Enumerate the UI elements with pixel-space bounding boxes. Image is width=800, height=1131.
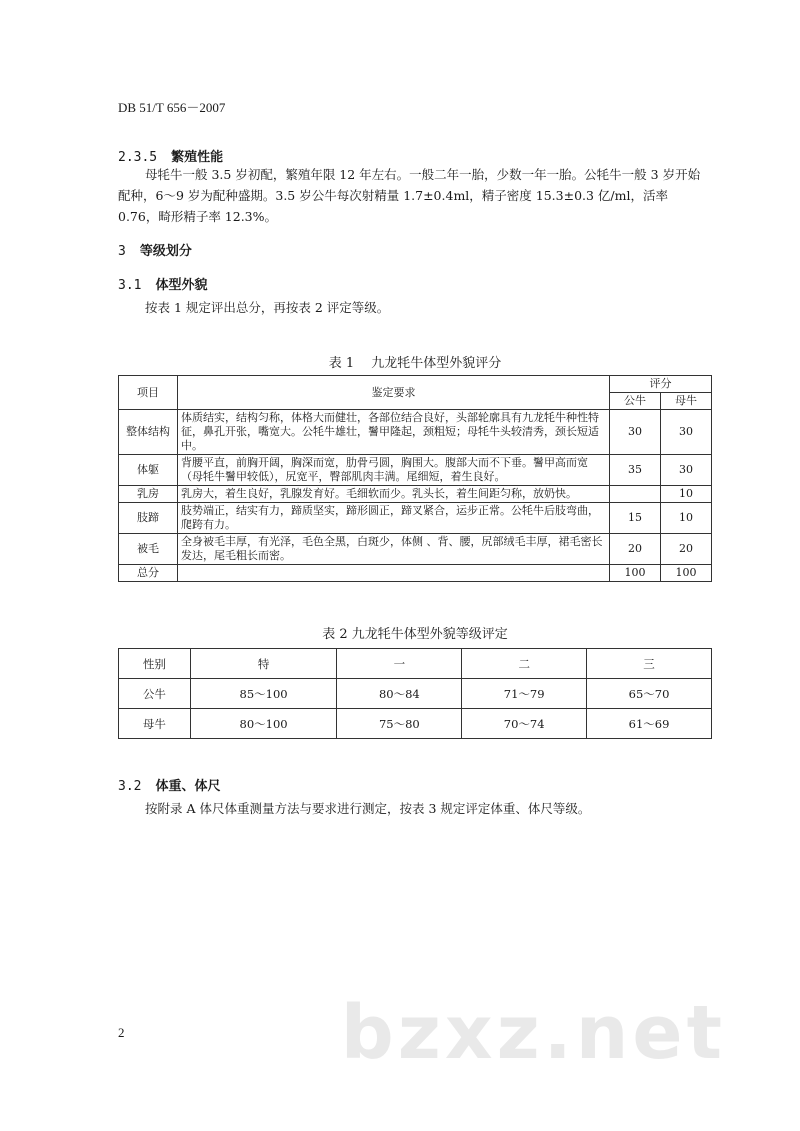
table-cell: 70～74: [462, 709, 587, 739]
section-title: 体型外貌: [155, 278, 208, 293]
row-female-score: 30: [661, 410, 712, 455]
standard-number: DB 51/T 656－2007: [118, 100, 226, 115]
row-female-score: 10: [661, 503, 712, 534]
table-row: [119, 455, 712, 486]
row-requirement: 背腰平直，前胸开阔，胸深而宽，肋骨弓圆，胸围大。腹部大而不下垂。鬐甲高而宽（母牦牛鬐甲较低），尻宽平，臀部肌肉丰满。尾细短，着生良好。: [178, 455, 610, 486]
row-item: 乳房: [119, 486, 178, 503]
table-cell: 80～100: [190, 709, 337, 739]
row-male-score: 30: [610, 410, 661, 455]
row-male-score: 20: [610, 534, 661, 565]
header-female: 母牛: [661, 393, 712, 410]
row-item: 肢蹄: [119, 503, 178, 534]
table-row: [119, 410, 712, 455]
section-number: 3.1: [118, 278, 142, 293]
header-cell: 三: [587, 649, 712, 679]
table-cell: 75～80: [337, 709, 462, 739]
table-row: [119, 503, 712, 534]
table-cell: 母牛: [119, 709, 191, 739]
section-2-3-5-heading: [118, 146, 223, 165]
table-row: [119, 486, 712, 503]
row-item: 整体结构: [119, 410, 178, 455]
row-requirement: 乳房大，着生良好，乳腺发育好。毛细软而少。乳头长，着生间距匀称，放奶快。: [178, 486, 610, 503]
section-title: 繁殖性能: [171, 150, 224, 165]
row-male-score: 100: [610, 565, 661, 582]
table-cell: 61～69: [587, 709, 712, 739]
table-cell: 71～79: [462, 679, 587, 709]
row-female-score: 30: [661, 455, 712, 486]
table-cell: 80～84: [337, 679, 462, 709]
row-female-score: 100: [661, 565, 712, 582]
row-item: 被毛: [119, 534, 178, 565]
section-3-2-paragraph: 按附录 A 体尺体重测量方法与要求进行测定，按表 3 规定评定体重、体尺等级。: [145, 801, 591, 816]
header-cell: 一: [337, 649, 462, 679]
table-row-total: [119, 565, 712, 582]
table-1-caption: 表 1 九龙牦牛体型外貌评分: [328, 356, 502, 371]
row-male-score: 15: [610, 503, 661, 534]
section-2-3-5-paragraph: 母牦牛一般 3.5 岁初配，繁殖年限 12 年左右。一般二年一胎，少数一年一胎。公牦牛一般 3 岁开始配种，6～9 岁为配种盛期。3.5 岁公牛每次射精量 1.7±0.4ml，精子密度 15.3±0.3 亿/ml，活率 0.76，畸形精子率 12.3%。: [118, 167, 701, 224]
watermark: bzxz.net: [340, 990, 726, 1076]
row-female-score: 10: [661, 486, 712, 503]
table-cell: 85～100: [190, 679, 337, 709]
section-title: 等级划分: [139, 244, 192, 259]
section-3-1-heading: [118, 274, 208, 293]
header-male: 公牛: [610, 393, 661, 410]
table-2-grade-evaluation: [118, 648, 712, 739]
row-item: 体躯: [119, 455, 178, 486]
row-requirement: [178, 565, 610, 582]
section-number: 3.2: [118, 779, 142, 794]
header-requirement: 鉴定要求: [178, 376, 610, 410]
row-requirement: 体质结实，结构匀称，体格大而健壮，各部位结合良好，头部轮廓具有九龙牦牛种性特征，鼻孔开张，嘴宽大。公牦牛雄壮，鬐甲隆起，颈粗短；母牦牛头较清秀，颈长短适中。: [178, 410, 610, 455]
table-row: [119, 679, 712, 709]
section-number: 3: [118, 244, 126, 259]
row-male-score: [610, 486, 661, 503]
table-header-row: [119, 649, 712, 679]
row-requirement: 全身被毛丰厚，有光泽，毛色全黑，白斑少，体侧 、背、腰，尻部绒毛丰厚，裙毛密长发达，尾毛粗长而密。: [178, 534, 610, 565]
section-number: 2.3.5: [118, 150, 158, 165]
table-row: [119, 709, 712, 739]
section-3-2-heading: [118, 775, 221, 794]
section-3-heading: [118, 240, 192, 259]
table-cell: 公牛: [119, 679, 191, 709]
section-title: 体重、体尺: [155, 779, 221, 794]
row-female-score: 20: [661, 534, 712, 565]
header-item: 项目: [119, 376, 178, 410]
section-3-1-paragraph: 按表 1 规定评出总分，再按表 2 评定等级。: [145, 300, 390, 315]
row-male-score: 35: [610, 455, 661, 486]
table-2-caption: 表 2 九龙牦牛体型外貌等级评定: [322, 627, 508, 642]
row-item: 总分: [119, 565, 178, 582]
table-row: [119, 534, 712, 565]
header-score: 评分: [610, 376, 712, 393]
row-requirement: 肢势端正，结实有力，蹄质坚实，蹄形圆正，蹄叉紧合，运步正常。公牦牛后肢弯曲，爬跨有力。: [178, 503, 610, 534]
page-number: 2: [118, 1025, 125, 1040]
header-cell: 二: [462, 649, 587, 679]
table-cell: 65～70: [587, 679, 712, 709]
header-cell: 性别: [119, 649, 191, 679]
header-cell: 特: [190, 649, 337, 679]
table-1-appearance-scoring: [118, 375, 712, 582]
